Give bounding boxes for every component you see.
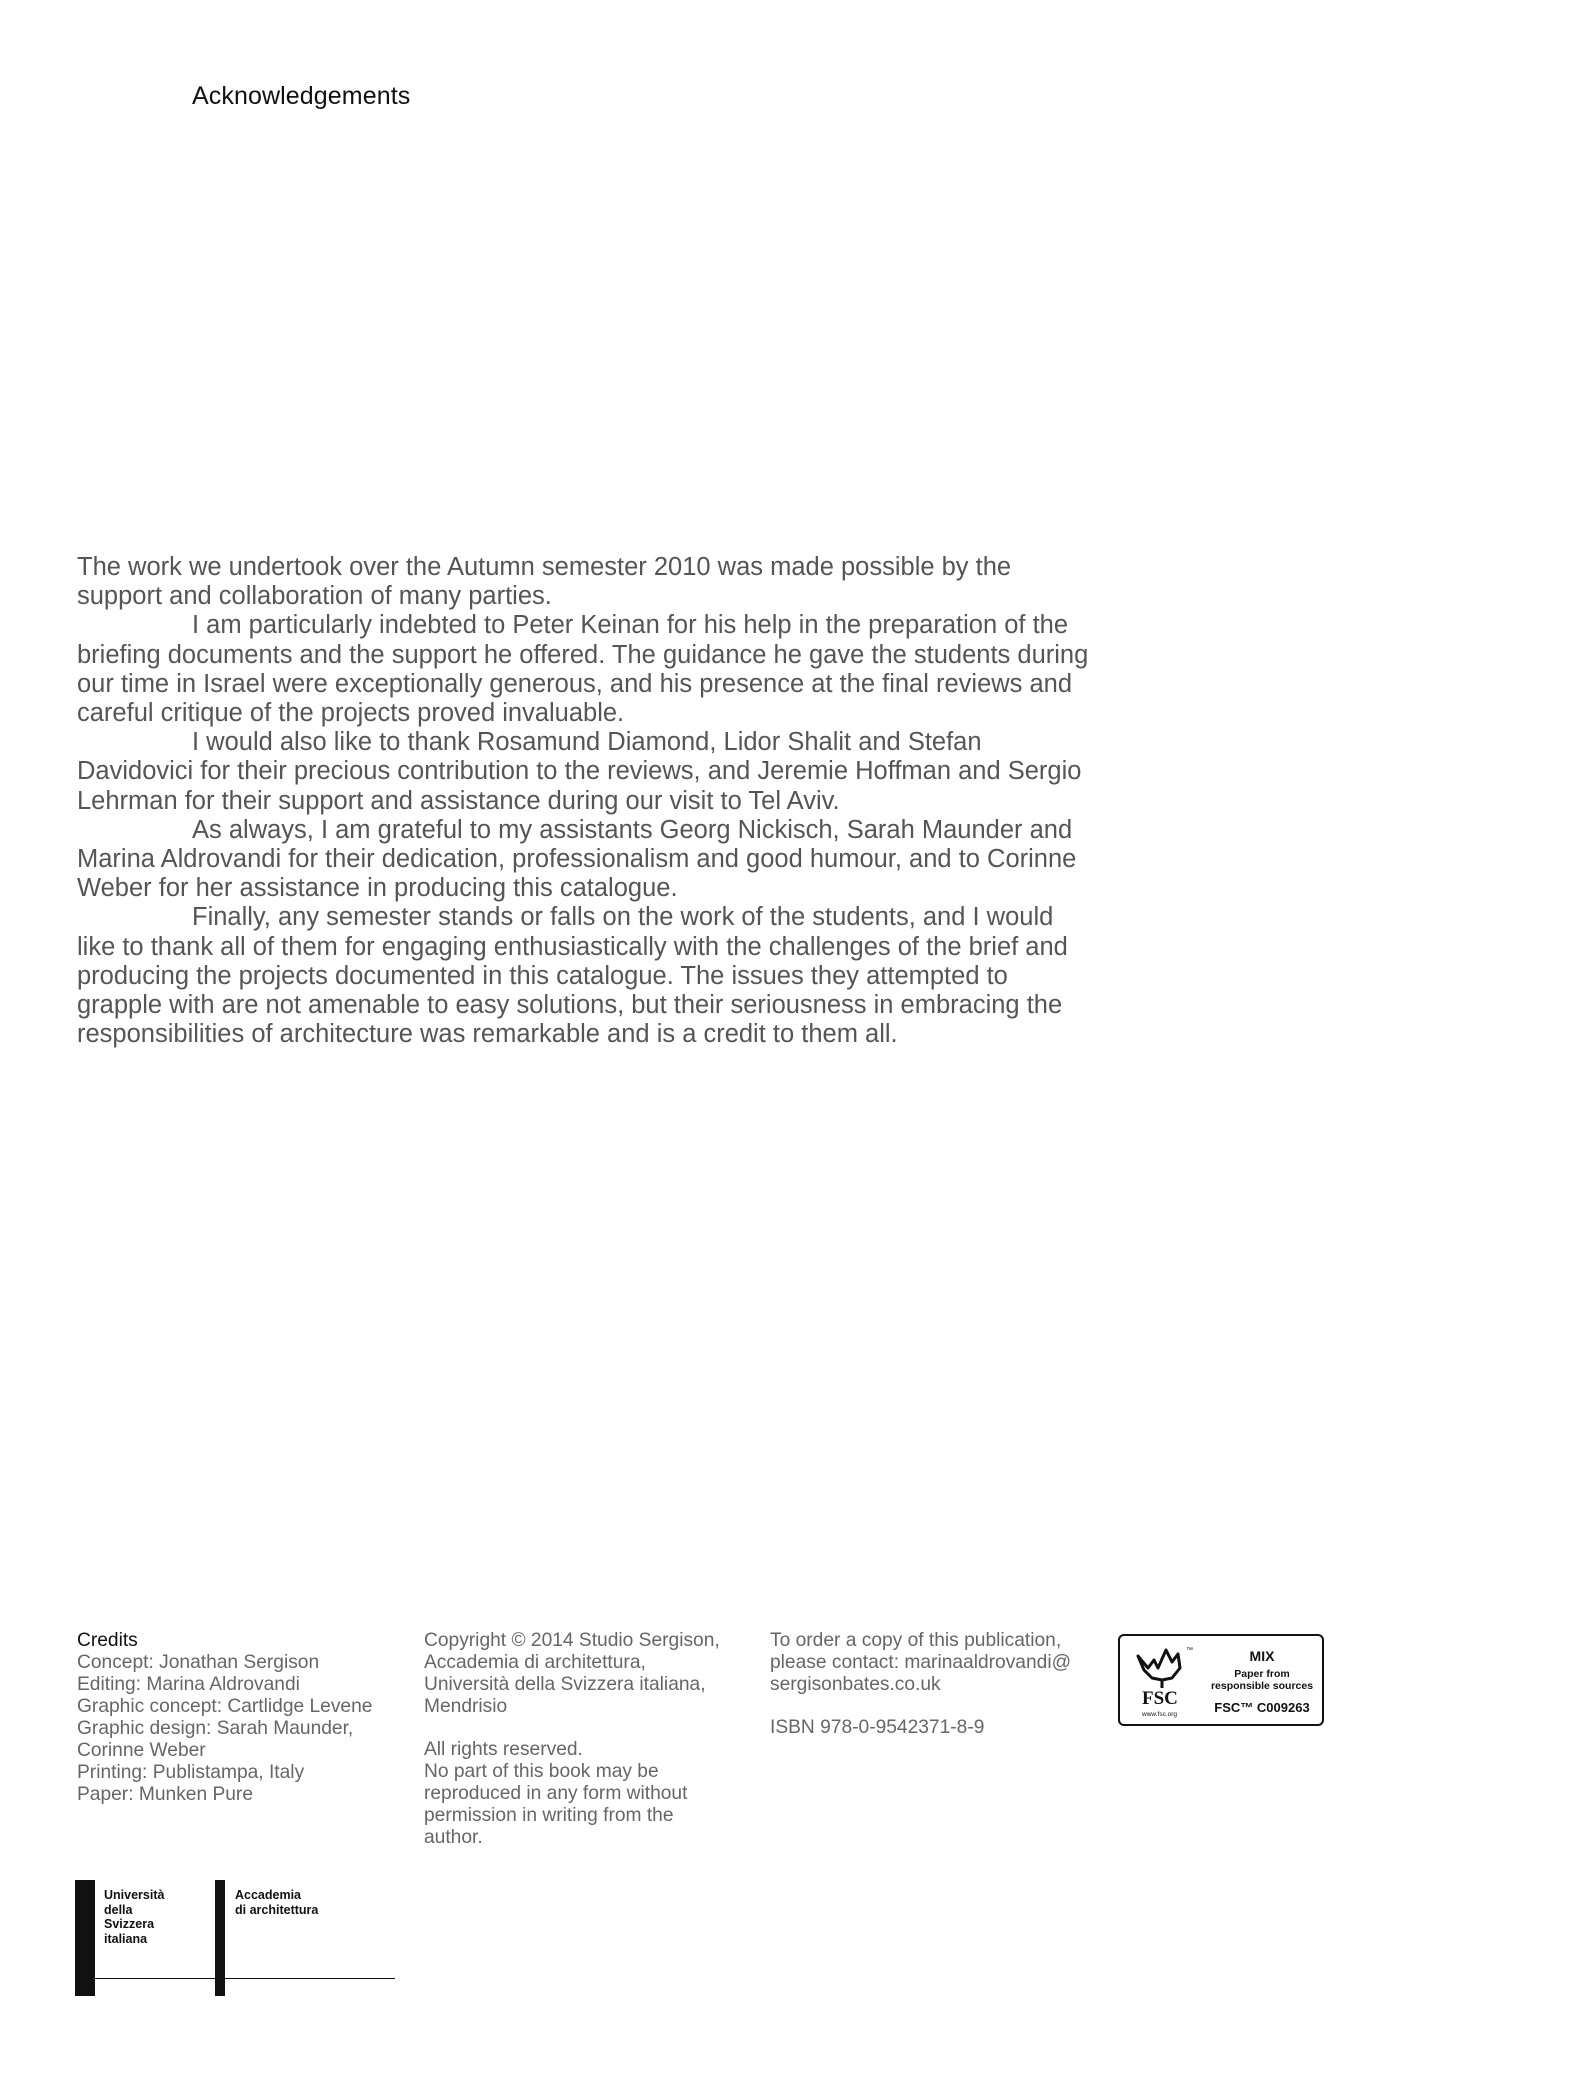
fsc-mix: MIX xyxy=(1249,1648,1275,1664)
paragraph: Finally, any semester stands or falls on the work of the students, and I would like to thank all of them for engaging enthusiastically with the challenges of the brief and producing the projects documented in this catalogue. The issues they attempted to grapple with are not amenable to easy solutions, but their seriousness in embracing the responsibilities of architecture was remarkable and is a credit to them all. xyxy=(77,903,1068,1049)
fsc-url: www.fsc.org xyxy=(1142,1711,1178,1718)
logo-rule xyxy=(95,1978,395,1979)
copyright-column xyxy=(424,1630,724,1849)
page-title: Acknowledgements xyxy=(192,82,411,110)
credit-graphic-design: Graphic design: Sarah Maunder, Corinne Weber xyxy=(77,1718,354,1761)
fsc-paper-source xyxy=(1204,1668,1320,1692)
paragraph: The work we undertook over the Autumn semester 2010 was made possible by the support and collaboration of many parties. xyxy=(77,553,1012,611)
credits-heading: Credits xyxy=(77,1630,138,1651)
isbn: ISBN 978-0-9542371-8-9 xyxy=(770,1717,985,1738)
academy-name: Accademia di architettura xyxy=(235,1888,319,1917)
fsc-tree-icon xyxy=(1128,1642,1204,1722)
credits-column xyxy=(77,1630,397,1806)
paragraph: I would also like to thank Rosamund Diamond, Lidor Shalit and Stefan Davidovici for their precious contribution to the reviews, and Jeremie Hoffman and Sergio Lehrman for their support and assistance during our visit to Tel Aviv. xyxy=(77,728,1082,815)
credit-paper: Paper: Munken Pure xyxy=(77,1784,253,1805)
logo-bar xyxy=(75,1880,95,1996)
fsc-code: FSC™ C009263 xyxy=(1214,1700,1310,1715)
credit-graphic-concept: Graphic concept: Cartlidge Levene xyxy=(77,1696,373,1717)
credit-editing: Editing: Marina Aldrovandi xyxy=(77,1674,300,1695)
paragraph: I am particularly indebted to Peter Keinan for his help in the preparation of the briefing documents and the support he offered. The guidance he gave the students during our time in Israel were exceptionally generous, and his presence at the final reviews and careful critique of the projects proved invaluable. xyxy=(77,611,1089,728)
fsc-label xyxy=(1118,1634,1324,1726)
acknowledgements-text xyxy=(77,553,1097,1049)
credit-concept: Concept: Jonathan Sergison xyxy=(77,1652,320,1673)
fsc-logo-text: FSC xyxy=(1142,1688,1178,1709)
university-logo xyxy=(75,1880,395,2000)
fsc-tm: ™ xyxy=(1186,1647,1193,1654)
order-column xyxy=(770,1630,1100,1739)
credit-printing: Printing: Publistampa, Italy xyxy=(77,1762,305,1783)
copyright-notice: Copyright © 2014 Studio Sergison, Accademia di architettura, Università della Svizzera italiana, Mendrisio xyxy=(424,1630,720,1717)
reproduction-restriction: No part of this book may be reproduced in any form without permission in writing from the author. xyxy=(424,1761,688,1848)
order-info: To order a copy of this publication, please contact: marinaaldrovandi@ sergisonbates.co.uk xyxy=(770,1630,1072,1695)
fsc-paper-line: responsible sources xyxy=(1210,1680,1314,1692)
university-name: Università della Svizzera italiana xyxy=(104,1888,165,1946)
rights-reserved: All rights reserved. xyxy=(424,1739,583,1760)
fsc-paper-line: Paper from xyxy=(1234,1668,1290,1680)
paragraph: As always, I am grateful to my assistants Georg Nickisch, Sarah Maunder and Marina Aldrovandi for their dedication, professionalism and good humour, and to Corinne Weber for her assistance in producing this catalogue. xyxy=(77,815,1077,903)
